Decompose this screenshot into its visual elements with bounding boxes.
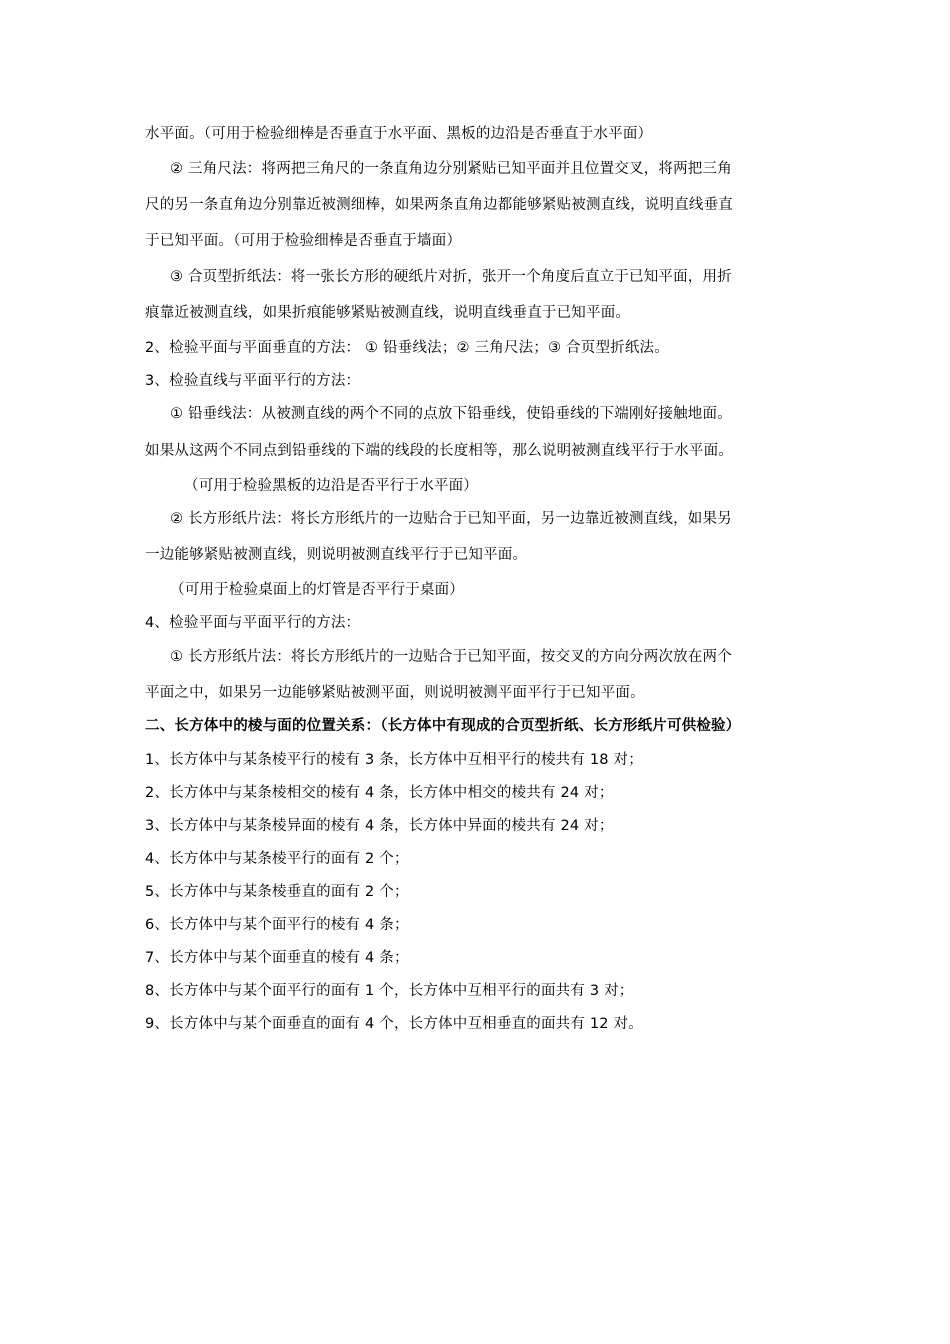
text-line: 痕靠近被测直线，如果折痕能够紧贴被测直线，说明直线垂直于已知平面。 xyxy=(145,305,631,321)
text-line: ② 长方形纸片法：将长方形纸片的一边贴合于已知平面，另一边靠近被测直线，如果另 xyxy=(170,511,732,527)
text-line: 水平面。（可用于检验细棒是否垂直于水平面、黑板的边沿是否垂直于水平面） xyxy=(145,126,653,142)
text-line: 2、检验平面与平面垂直的方法： ① 铅垂线法；② 三角尺法；③ 合页型折纸法。 xyxy=(145,340,669,356)
text-line: 尺的另一条直角边分别靠近被测细棒，如果两条直角边都能够紧贴被测直线，说明直线垂直 xyxy=(145,197,733,213)
text-line: （可用于检验黑板的边沿是否平行于水平面） xyxy=(184,478,478,494)
text-line: ③ 合页型折纸法：将一张长方形的硬纸片对折，张开一个角度后直立于已知平面，用折 xyxy=(170,269,732,285)
text-line: 于已知平面。（可用于检验细棒是否垂直于墙面） xyxy=(145,233,462,249)
list-item: 9、长方体中与某个面垂直的面有 4 个，长方体中互相垂直的面共有 12 对。 xyxy=(145,1016,643,1032)
section-heading: 二、长方体中的棱与面的位置关系：（长方体中有现成的合页型折纸、长方形纸片可供检验） xyxy=(145,718,741,734)
text-line: ② 三角尺法：将两把三角尺的一条直角边分别紧贴已知平面并且位置交叉，将两把三角 xyxy=(170,161,732,177)
list-item: 4、长方体中与某条棱平行的面有 2 个； xyxy=(145,851,409,867)
list-item: 6、长方体中与某个面平行的棱有 4 条； xyxy=(145,917,409,933)
list-item: 7、长方体中与某个面垂直的棱有 4 条； xyxy=(145,950,409,966)
text-line: 一边能够紧贴被测直线，则说明被测直线平行于已知平面。 xyxy=(145,547,528,563)
list-item: 8、长方体中与某个面平行的面有 1 个，长方体中互相平行的面共有 3 对； xyxy=(145,983,634,999)
text-line: 平面之中，如果另一边能够紧贴被测平面，则说明被测平面平行于已知平面。 xyxy=(145,685,645,701)
text-line: 3、检验直线与平面平行的方法： xyxy=(145,373,361,389)
list-item: 3、长方体中与某条棱异面的棱有 4 条，长方体中异面的棱共有 24 对； xyxy=(145,818,614,834)
list-item: 1、长方体中与某条棱平行的棱有 3 条，长方体中互相平行的棱共有 18 对； xyxy=(145,752,643,768)
list-item: 2、长方体中与某条棱相交的棱有 4 条，长方体中相交的棱共有 24 对； xyxy=(145,785,614,801)
text-line: 4、检验平面与平面平行的方法： xyxy=(145,615,361,631)
text-line: 如果从这两个不同点到铅垂线的下端的线段的长度相等，那么说明被测直线平行于水平面。 xyxy=(145,443,733,459)
list-item: 5、长方体中与某条棱垂直的面有 2 个； xyxy=(145,884,409,900)
text-line: （可用于检验桌面上的灯管是否平行于桌面） xyxy=(170,582,464,598)
text-line: ① 长方形纸片法：将长方形纸片的一边贴合于已知平面，按交叉的方向分两次放在两个 xyxy=(170,649,732,665)
text-line: ① 铅垂线法：从被测直线的两个不同的点放下铅垂线，使铅垂线的下端刚好接触地面。 xyxy=(170,406,732,422)
